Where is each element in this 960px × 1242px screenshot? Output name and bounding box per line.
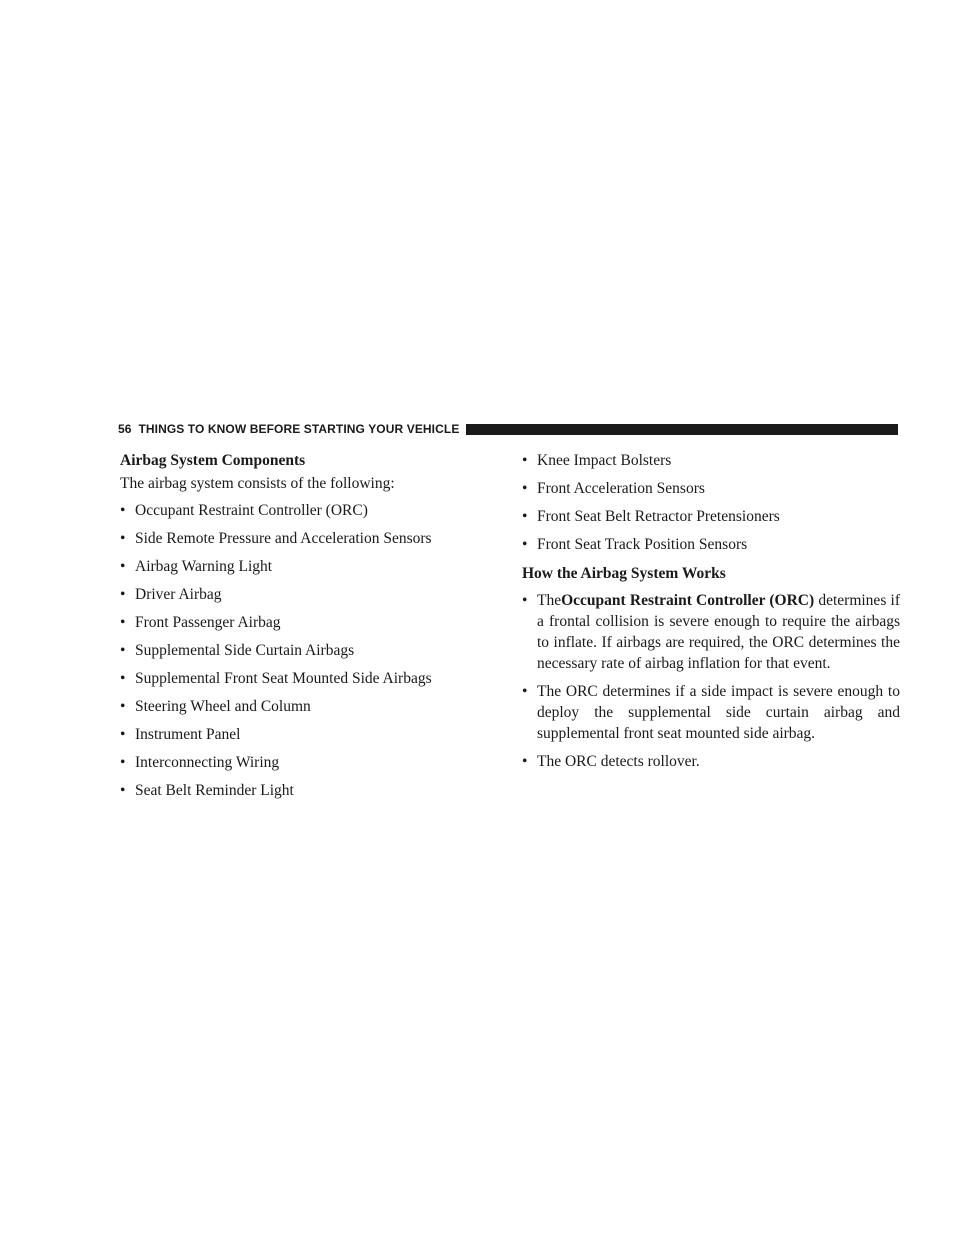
bullet-icon: • xyxy=(120,754,126,771)
page-header xyxy=(118,423,898,436)
list-item: • Airbag Warning Light xyxy=(120,558,273,575)
bullet-icon: • xyxy=(522,452,528,469)
list-item: • Knee Impact Bolsters xyxy=(522,452,672,469)
bullet-icon: • xyxy=(120,614,126,631)
bullet-icon: • xyxy=(120,642,126,659)
list-item: • Front Seat Track Position Sensors xyxy=(522,536,748,553)
list-item: • Front Passenger Airbag xyxy=(120,614,281,631)
how-it-works-heading: How the Airbag System Works xyxy=(522,565,726,582)
bullet-icon: • xyxy=(522,536,528,553)
bullet-icon: • xyxy=(120,586,126,603)
list-item: • Instrument Panel xyxy=(120,726,241,743)
bullet-icon: • xyxy=(522,683,528,700)
list-item: • The ORC detects rollover. xyxy=(522,753,700,770)
bullet-icon: • xyxy=(120,530,126,547)
list-item: • Supplemental Side Curtain Airbags xyxy=(120,642,355,659)
list-item: • Steering Wheel and Column xyxy=(120,698,311,715)
bullet-icon: • xyxy=(522,480,528,497)
right-column xyxy=(522,450,900,772)
list-item: • Supplemental Front Seat Mounted Side Airbags xyxy=(120,670,432,687)
list-item: • Driver Airbag xyxy=(120,586,222,603)
list-item: • TheOccupant Restraint Controller (ORC) determines if a frontal collision is severe enough to require the airbags to inflate. If airbags are required, the ORC determines the necessary rate of airbag inflation for that event. xyxy=(522,592,900,672)
list-item: • Front Acceleration Sensors xyxy=(522,480,705,497)
header-rule xyxy=(466,424,898,435)
list-item: • Front Seat Belt Retractor Pretensioners xyxy=(522,508,780,525)
page-number: 56 xyxy=(118,422,132,436)
left-column xyxy=(120,450,465,801)
bullet-icon: • xyxy=(120,502,126,519)
bullet-icon: • xyxy=(120,726,126,743)
components-intro: The airbag system consists of the following: xyxy=(120,475,395,492)
orc-term: Occupant Restraint Controller (ORC) xyxy=(561,592,815,609)
list-item: • Side Remote Pressure and Acceleration Sensors xyxy=(120,530,432,547)
list-item: • Seat Belt Reminder Light xyxy=(120,782,294,799)
how-it-works-list xyxy=(522,590,900,772)
bullet-icon: • xyxy=(120,698,126,715)
bullet-icon: • xyxy=(120,558,126,575)
list-item: • Interconnecting Wiring xyxy=(120,754,280,771)
bullet-icon: • xyxy=(120,670,126,687)
list-item: • Occupant Restraint Controller (ORC) xyxy=(120,502,368,519)
bullet-icon: • xyxy=(522,592,528,609)
list-item: • The ORC determines if a side impact is severe enough to deploy the supplemental side curtain airbag and supplemental front seat mounted side airbag. xyxy=(522,683,900,742)
section-title: THINGS TO KNOW BEFORE STARTING YOUR VEHICLE xyxy=(138,422,460,436)
bullet-icon: • xyxy=(522,753,528,770)
components-list-right xyxy=(522,450,900,555)
components-heading: Airbag System Components xyxy=(120,452,306,469)
bullet-icon: • xyxy=(522,508,528,525)
bullet-icon: • xyxy=(120,782,126,799)
page-header-text xyxy=(118,423,459,436)
components-list-left xyxy=(120,500,465,801)
